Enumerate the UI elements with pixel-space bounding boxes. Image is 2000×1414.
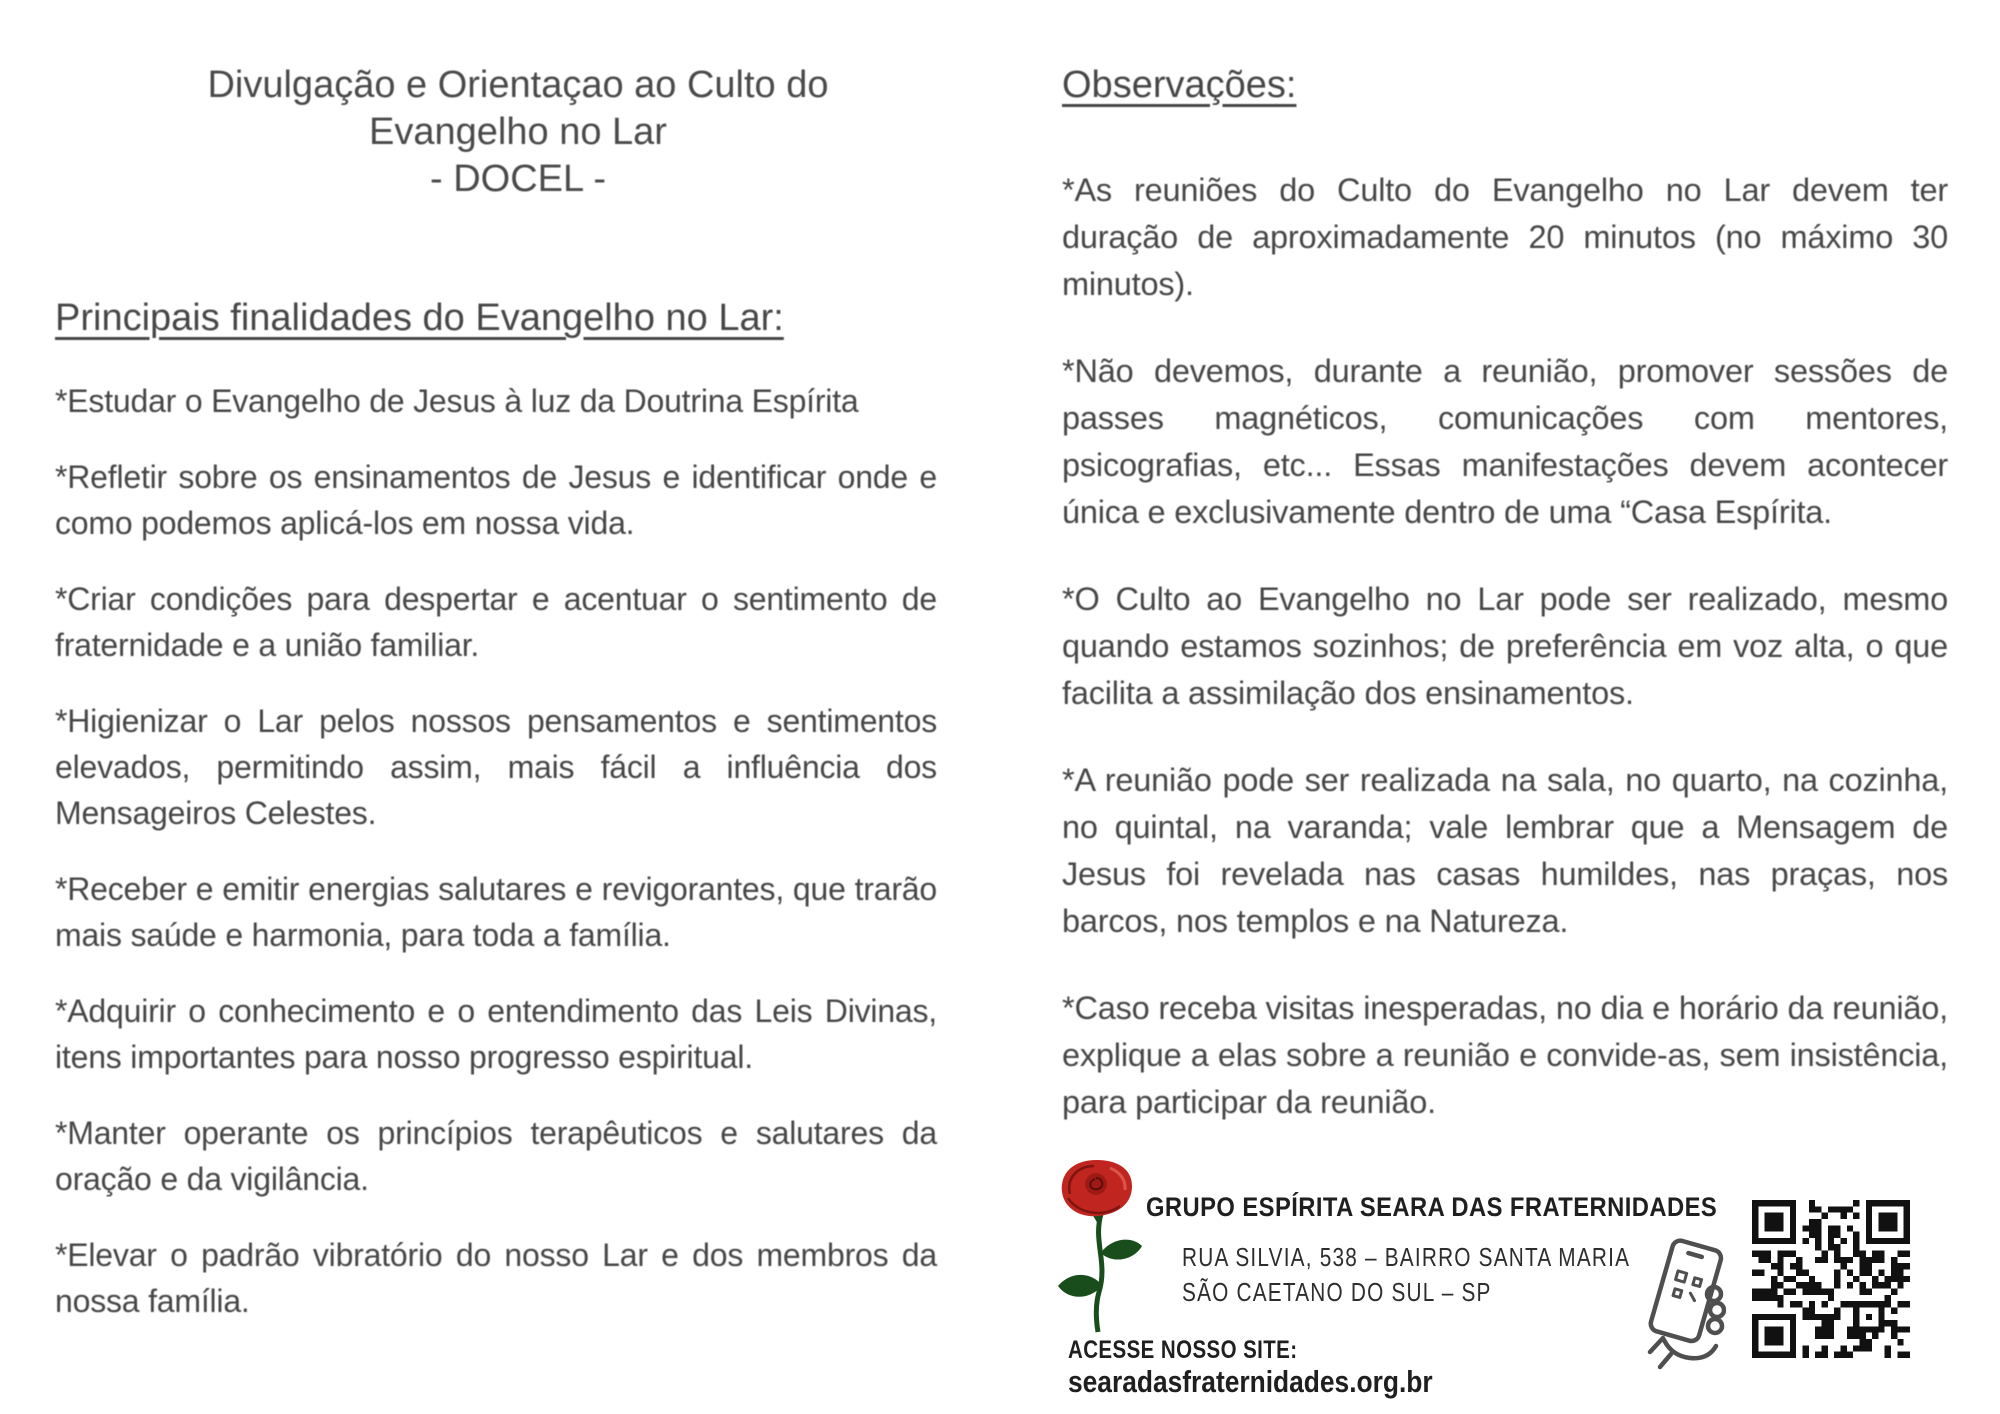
paragraph: *O Culto ao Evangelho no Lar pode ser realizado, mesmo quando estamos sozinhos; de preferência em voz alta, o que facilita a assimilação dos ensinamentos. [1062, 581, 1948, 711]
page-title-line: - DOCEL - [430, 158, 606, 200]
paragraph: *Caso receba visitas inesperadas, no dia e horário da reunião, explique a elas sobre a reunião e convide-as, sem insistência, para participar da reunião. [1062, 990, 1948, 1120]
paragraph: *Estudar o Evangelho de Jesus à luz da Doutrina Espírita [55, 383, 859, 419]
paragraph: *Elevar o padrão vibratório do nosso Lar e dos membros da nossa família. [55, 1237, 937, 1319]
page-title-line: Divulgação e Orientaçao ao Culto do [207, 64, 829, 106]
page-title-line: Evangelho no Lar [369, 111, 667, 153]
paragraph: *Adquirir o conhecimento e o entendimento das Leis Divinas, itens importantes para nosso progresso espiritual. [55, 993, 937, 1075]
page-title [77, 62, 959, 203]
paragraph: *As reuniões do Culto do Evangelho no Lar devem ter duração de aproximadamente 20 minutos (no máximo 30 minutos). [1062, 172, 1948, 302]
paragraph: *Criar condições para despertar e acentuar o sentimento de fraternidade e a união familiar. [55, 581, 937, 663]
right-section-heading: Observações: [1062, 64, 1297, 106]
footer-group-name: GRUPO ESPÍRITA SEARA DAS FRATERNIDADES [1146, 1192, 1718, 1222]
qr-code [1752, 1200, 1910, 1358]
paragraph: *Refletir sobre os ensinamentos de Jesus e identificar onde e como podemos aplicá-los em nossa vida. [55, 459, 937, 541]
paragraph: *Higienizar o Lar pelos nossos pensamentos e sentimentos elevados, permitindo assim, mais fácil a influência dos Mensageiros Celestes. [55, 703, 937, 831]
phone-scan-icon [1646, 1236, 1726, 1370]
left-section-heading: Principais finalidades do Evangelho no Lar: [55, 297, 784, 339]
right-column [1062, 62, 1948, 1166]
paragraph: *Manter operante os princípios terapêuticos e salutares da oração e da vigilância. [55, 1115, 937, 1197]
footer-site-label: ACESSE NOSSO SITE: [1068, 1336, 1298, 1364]
footer-address-line1: RUA SILVIA, 538 – BAIRRO SANTA MARIA [1182, 1242, 1631, 1272]
paragraph: *A reunião pode ser realizada na sala, no quarto, na cozinha, no quintal, na varanda; vale lembrar que a Mensagem de Jesus foi revelada nas casas humildes, nas praças, nos barcos, nos templos e na Natureza. [1062, 762, 1948, 939]
rose-icon [1052, 1158, 1144, 1336]
footer-address [1182, 1240, 1630, 1310]
left-column [55, 62, 937, 1354]
footer-address-line2: SÃO CAETANO DO SUL – SP [1182, 1277, 1492, 1307]
footer-site-url: searadasfraternidades.org.br [1068, 1364, 1433, 1399]
paragraph: *Não devemos, durante a reunião, promover sessões de passes magnéticos, comunicações com mentores, psicografias, etc... Essas manifestações devem acontecer única e exclusivamente dentro de uma “Casa Espírita. [1062, 353, 1948, 530]
paragraph: *Receber e emitir energias salutares e revigorantes, que trarão mais saúde e harmonia, para toda a família. [55, 871, 937, 953]
